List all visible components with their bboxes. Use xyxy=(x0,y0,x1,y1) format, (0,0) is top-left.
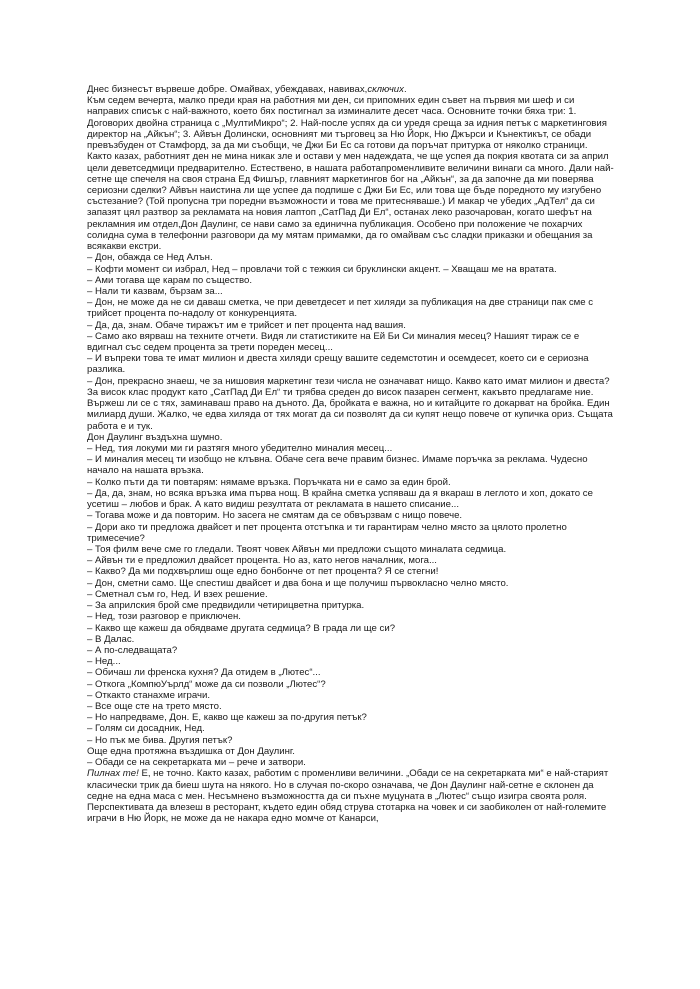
paragraph xyxy=(87,264,617,275)
paragraph xyxy=(87,510,617,521)
paragraph xyxy=(87,353,617,375)
paragraph xyxy=(87,488,617,510)
paragraph xyxy=(87,432,617,443)
paragraph-text: – Дон, не може да не си даваш сметка, че при деветдесет и пет хиляди за публикация на две страници пак сме с трийсет процента по-надолу от конкуренцията. xyxy=(87,297,594,320)
paragraph-text: Днес бизнесът вървеше добре. Омайвах, убеждавах, навивах, xyxy=(87,84,368,95)
paragraph-text: – Сметнал съм го, Нед. И взех решение. xyxy=(87,588,268,600)
paragraph xyxy=(87,443,617,454)
paragraph-text: . xyxy=(403,84,407,95)
paragraph-text: – Тоя филм вече сме го гледали. Твоят човек Айвън ми предложи същото миналата седмица. xyxy=(87,543,507,555)
paragraph xyxy=(87,735,617,746)
paragraph-text: – Тогава може и да повторим. Но засега не смятам да се обвързвам с нищо повече. xyxy=(87,510,463,522)
paragraph-text: – Дори ако ти предложа двайсет и пет процента отстъпка и ти гарантирам челно място за цялото пролетно тримесечие? xyxy=(87,521,567,544)
paragraph xyxy=(87,286,617,297)
paragraph-text: – Откакто станахме играчи. xyxy=(87,689,210,701)
paragraph-text: – Но напредваме, Дон. Е, какво ще кажеш за по-другия петък? xyxy=(87,712,367,724)
paragraph xyxy=(87,645,617,656)
paragraph xyxy=(87,667,617,678)
paragraph-text: Както казах, работният ден не мина никак зле и остави у мен надеждата, че ще успея да покрия квотата си за април цели деветседмици предварително. Естествено, в нашата работапроменливите величини винаги са много. Дали най-сетне ще спечеля на своя страна Ед Фишър, главният маркетингов бог на „Айкън“, за да започне да ми поверява сериозни сделки? Айвън наистина ли ще успее да подпише с Джи Би Ес, или това ще бъде поредното му изгубено състезание? (Той пропусна три поредни възможности и това ме притесняваше.) И макар че убедих „АдТел“ да си запазят цял разтвор за рекламата на новия лаптоп „СатПад Ди Ел“, останах леко разочарован, когато шефът на рекламния им отдел,Дон Даулинг, се нави само за единична публикация. Особено при положение че похарчих солидна сума в телефонни разговори да му мятам примамки, да го омайвам със сладки приказки и обещания за всякакви екстри. xyxy=(87,151,614,253)
paragraph-text: – Дон, обажда се Нед Алън. xyxy=(87,252,213,264)
document-body xyxy=(87,84,617,824)
paragraph xyxy=(87,95,617,151)
paragraph xyxy=(87,477,617,488)
paragraph xyxy=(87,376,617,432)
paragraph-text: – Какво? Да ми подхвърлиш още едно бонбонче от пет процента? Я се стегни! xyxy=(87,566,439,578)
paragraph xyxy=(87,600,617,611)
paragraph xyxy=(87,656,617,667)
paragraph-text: – Голям си досадник, Нед. xyxy=(87,723,205,735)
paragraph xyxy=(87,679,617,690)
paragraph-text: – Кофти момент си избрал, Нед – провлачи той с тежкия си бруклински акцент. – Хващаш ме на вратата. xyxy=(87,263,557,275)
paragraph xyxy=(87,275,617,286)
paragraph xyxy=(87,566,617,577)
paragraph xyxy=(87,454,617,476)
paragraph-text: – Да, да, знам, но всяка връзка има първа нощ. В крайна сметка успяваш да я вкараш в леглото и хоп, докато се усетиш – любов и брак. А като видиш резултата от рекламата в нашето списание... xyxy=(87,487,593,511)
paragraph-text: – Айвън ти е предложил двайсет процента. Но аз, като негов началник, мога... xyxy=(87,555,437,567)
italic-text: Пилнах те! xyxy=(87,768,139,780)
paragraph-text: – Обади се на секретарката ми – рече и затвори. xyxy=(87,757,306,769)
paragraph-text: – Нед, този разговор е приключен. xyxy=(87,611,241,623)
paragraph xyxy=(87,331,617,353)
paragraph-text: – Нед, тия локуми ми ги разтягя много убедително миналия месец... xyxy=(87,443,393,454)
paragraph xyxy=(87,589,617,600)
paragraph-text: – Да, да, знам. Обаче тиражът им е трийсет и пет процента над вашия. xyxy=(87,319,406,331)
paragraph xyxy=(87,84,617,95)
paragraph-text: – Обичаш ли френска кухня? Да отидем в „Лютес“... xyxy=(87,667,321,679)
paragraph xyxy=(87,768,617,824)
paragraph xyxy=(87,578,617,589)
paragraph-text: – Но пък ме бива. Другия петък? xyxy=(87,734,233,746)
paragraph-text: – Само ако вярваш на техните отчети. Видя ли статистиките на Ей Би Си миналия месец? Нашият тираж се е вдигнал със седем процента за трети пореден месец... xyxy=(87,330,580,354)
paragraph xyxy=(87,555,617,566)
paragraph-text: – В Далас. xyxy=(87,633,135,645)
paragraph-text: – Дон, сметни само. Ще спестиш двайсет и два бона и ще получиш първокласно челно място. xyxy=(87,577,509,589)
paragraph-text: – Нед... xyxy=(87,656,121,668)
paragraph-text: – Все още сте на трето място. xyxy=(87,701,222,713)
paragraph-text: – А по-следващата? xyxy=(87,644,178,656)
paragraph xyxy=(87,320,617,331)
paragraph-text: – И миналия месец ти изобщо не клъвна. Обаче сега вече правим бизнес. Имаме поръчка за реклама. Чудесно начало на нашата връзка. xyxy=(87,454,588,477)
paragraph xyxy=(87,297,617,319)
paragraph-text: – Дон, прекрасно знаеш, че за нишовия маркетинг тези числа не означават нищо. Какво като имат милион и двеста? За висок клас продукт като „СатПад Ди Ел“ ти трябва среден до висок пазарен сегмент, какъвто предлагаме ние. Вържеш ли се с тях, заминаваш право на дъното. Да, бройката е важна, но и китайците го докарват на бройка. Един милиард души. Жалко, че едва хиляда от тях могат да си позволят да си купят нещо повече от купичка ориз. Същата работа е и тук. xyxy=(87,375,613,432)
paragraph xyxy=(87,611,617,622)
paragraph-text: – Нали ти казвам, бързам за... xyxy=(87,285,223,297)
paragraph xyxy=(87,623,617,634)
paragraph xyxy=(87,690,617,701)
paragraph-text: – За априлския брой сме предвидили четирицветна притурка. xyxy=(87,600,365,612)
paragraph-text: – Колко пъти да ти повтарям: нямаме връзка. Поръчката ни е само за един брой. xyxy=(87,476,451,488)
paragraph-text: – Откога „КомпюУърлд“ може да си позволи „Лютес“? xyxy=(87,678,326,690)
paragraph-text: Дон Даулинг въздъхна шумно. xyxy=(87,431,223,443)
paragraph xyxy=(87,252,617,263)
paragraph xyxy=(87,701,617,712)
paragraph xyxy=(87,151,617,252)
paragraph xyxy=(87,723,617,734)
paragraph-text: Към седем вечерта, малко преди края на работния ми ден, си припомних един съвет на първия ми шеф и си направих списък с най-важното, което бях постигнал за изминалите десет часа. Основните точки бяха три: 1. Договорих двойна страница с „МултиМикро“; 2. Най-после успях да си уредя среща за идния петък с маркетинговия директор на „Айкън“; 3. Айвън Долински, основният ми търговец за Ню Йорк, Ню Джърси и Кънектикът, се обади превъзбуден от Стамфорд, за да ми съобщи, че Джи Би Ес са готови да поръчат притурка от няколко страници. xyxy=(87,95,607,152)
paragraph xyxy=(87,746,617,757)
paragraph xyxy=(87,634,617,645)
paragraph xyxy=(87,522,617,544)
italic-text: сключих xyxy=(367,84,404,95)
paragraph xyxy=(87,757,617,768)
paragraph-text: – И въпреки това те имат милион и двеста хиляди срещу вашите седемстотин и осемдесет, което си е сериозна разлика. xyxy=(87,353,589,376)
paragraph-text: – Ами тогава ще карам по същество. xyxy=(87,274,253,286)
paragraph-text: Още една протяжна въздишка от Дон Даулинг. xyxy=(87,745,295,757)
paragraph-text: – Какво ще кажеш да обядваме другата седмица? В града ли ще си? xyxy=(87,622,396,634)
paragraph xyxy=(87,712,617,723)
paragraph xyxy=(87,544,617,555)
paragraph-text: Е, не точно. Както казах, работим с променливи величини. „Обади се на секретарката ми“ е най-старият класически трик да биеш шута на някого. Но в случая по-скоро означава, че Дон Даулинг най-сетне е склонен да седне на една маса с мен. Несъмнено възможността да си пъхне муцуната в „Лютес“ също изигра своята роля. Перспективата да влезеш в ресторант, където един обяд струва стотарка на човек и си заобиколен от най-големите играчи в Ню Йорк, не може да не накара едно момче от Канарси, xyxy=(87,768,609,825)
